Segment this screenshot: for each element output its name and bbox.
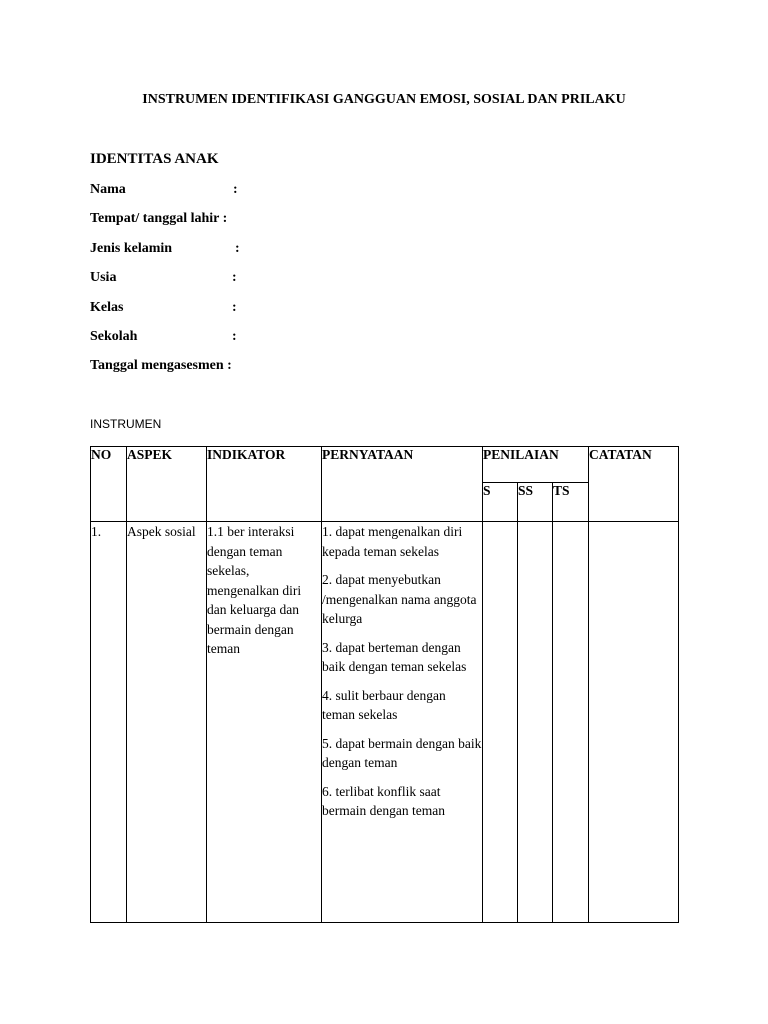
field-nama: [90, 182, 238, 198]
field-colon: :: [232, 270, 237, 285]
statement-item: 6. terlibat konflik saat bermain dengan teman: [322, 783, 445, 818]
cell-no: 1.: [91, 522, 127, 923]
statement-item: 4. sulit berbaur dengan teman sekelas: [322, 687, 446, 722]
cell-s[interactable]: [483, 522, 518, 923]
cell-catatan[interactable]: [589, 522, 679, 923]
field-label: Tempat/ tanggal lahir: [90, 211, 220, 226]
field-tanggal-mengasesmen: [90, 358, 232, 374]
field-kelas: [90, 300, 237, 316]
header-ts: TS: [553, 483, 589, 522]
identitas-heading: IDENTITAS ANAK: [90, 151, 219, 167]
cell-ss[interactable]: [518, 522, 553, 923]
header-catatan: CATATAN: [589, 447, 679, 522]
header-aspek: ASPEK: [127, 447, 207, 522]
document-title: INSTRUMEN IDENTIFIKASI GANGGUAN EMOSI, SOSIAL DAN PRILAKU: [142, 92, 626, 107]
cell-ts[interactable]: [553, 522, 589, 923]
statement-item: 3. dapat berteman dengan baik dengan teman sekelas: [322, 639, 467, 674]
instrumen-label: INSTRUMEN: [90, 417, 162, 431]
header-pernyataan: PERNYATAAN: [322, 447, 483, 522]
table-row: [91, 522, 679, 923]
field-label: Jenis kelamin: [90, 241, 173, 256]
header-indikator: INDIKATOR: [207, 447, 322, 522]
header-no: NO: [91, 447, 127, 522]
statement-item: 2. dapat menyebutkan /mengenalkan nama anggota kelurga: [322, 572, 477, 626]
field-colon: :: [232, 300, 237, 315]
field-label: Sekolah: [90, 329, 138, 344]
field-jenis-kelamin: [90, 241, 240, 257]
statement-item: 1. dapat mengenalkan diri kepada teman sekelas: [322, 524, 463, 559]
field-label: Nama: [90, 182, 126, 197]
field-colon: :: [227, 358, 232, 373]
field-label: Usia: [90, 270, 117, 285]
field-colon: :: [222, 211, 228, 226]
cell-pernyataan: [322, 522, 483, 923]
cell-indikator: 1.1 ber interaksi dengan teman sekelas, mengenalkan diri dan keluarga dan bermain dengan teman: [207, 522, 322, 923]
statement-item: 5. dapat bermain dengan baik dengan teman: [322, 735, 482, 770]
field-tempat-tanggal-lahir: [90, 211, 227, 227]
field-label: Tanggal mengasesmen: [90, 358, 224, 373]
field-colon: :: [232, 329, 237, 344]
field-label: Kelas: [90, 300, 124, 315]
field-colon: :: [235, 241, 240, 256]
header-ss: SS: [518, 483, 553, 522]
header-penilaian: PENILAIAN: [483, 447, 589, 483]
field-sekolah: [90, 329, 237, 345]
header-s: S: [483, 483, 518, 522]
field-usia: [90, 270, 237, 286]
field-colon: :: [233, 182, 238, 197]
instrumen-table: [90, 446, 679, 923]
cell-aspek: Aspek sosial: [127, 522, 207, 923]
